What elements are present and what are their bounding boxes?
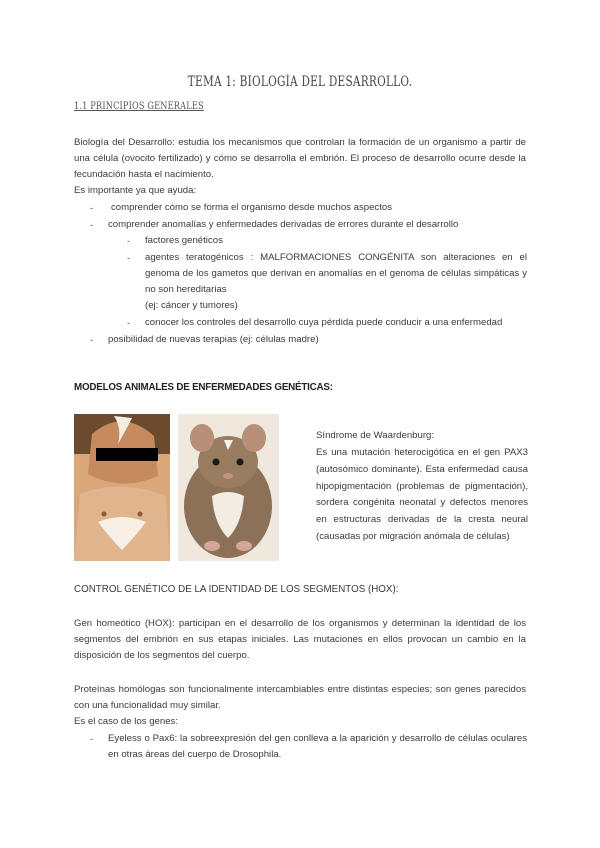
sub-list-item-example: (ej: cáncer y tumores) [145,300,238,311]
bullet-dash: - [90,203,94,214]
page-title: TEMA 1: BIOLOGÍA DEL DESARROLLO. [187,74,413,90]
list-item: comprender anomalías y enfermedades derivadas de errores durante el desarrollo [108,219,459,230]
section-heading-principios: 1.1 PRINCIPIOS GENERALES [74,101,204,112]
importance-text: Es importante ya que ayuda: [74,185,197,196]
bullet-dash: - [90,335,94,346]
sub-list-item: conocer los controles del desarrollo cuya pérdida puede conducir a una enfermedad [145,317,503,328]
bullet-dash: - [90,220,94,231]
sub-list-item: factores genéticos [145,235,223,246]
homologous-proteins-paragraph: Proteínas homólogas son funcionalmente intercambiables entre distintas especies; son genes parecidos con una funcionalidad muy similar. [74,684,526,712]
bullet-dash: - [127,253,131,264]
bullet-dash: - [127,236,131,247]
intro-paragraph: Biología del Desarrollo: estudia los mecanismos que controlan la formación de un organismo a partir de una célula (ovocito fertilizado) y cómo se desarrolla el embrión. El proceso de desarrollo ocurre desde la fecundación hasta el nacimiento. [74,137,526,181]
hox-paragraph: Gen homeótico (HOX): participan en el desarrollo de los organismos y determinan la identidad de los segmentos del embrión en sus etapas iniciales. Las mutaciones en ellos provocan un cambio en la disposición de los segmentos del cuerpo. [74,618,526,662]
sub-list-item: agentes teratogénicos : MALFORMACIONES CONGÉNITA son alteraciones en el genoma de los gametos que derivan en anomalías en el genoma de células simpáticas y no son hereditarias [145,252,527,296]
bullet-dash: - [127,318,131,329]
mouse-photo [178,414,279,561]
genes-intro-text: Es el caso de los genes: [74,716,178,727]
list-item: comprender cómo se forma el organismo desde muchos aspectos [111,202,393,213]
list-item: posibilidad de nuevas terapias (ej: células madre) [108,334,319,345]
bullet-dash: - [90,734,94,745]
section-heading-hox: CONTROL GENÉTICO DE LA IDENTIDAD DE LOS SEGMENTOS (HOX): [74,584,399,595]
section-heading-modelos: MODELOS ANIMALES DE ENFERMEDADES GENÉTICAS: [74,382,333,393]
waardenburg-caption-body: Es una mutación heterocigótica en el gen PAX3 (autosómico dominante). Esta enfermedad causa hipopigmentación (problemas de pigmentación), sordera congénita neonatal y defectos menores en estructuras derivadas de la cresta neural (causadas por migración anómala de células) [316,447,528,542]
waardenburg-caption-title: Síndrome de Waardenburg: [316,430,435,441]
infant-photo [74,414,170,561]
list-item: Eyeless o Pax6: la sobreexpresión del gen conlleva a la aparición y desarrollo de células oculares en otras áreas del cuerpo de Drosophila. [108,733,527,761]
